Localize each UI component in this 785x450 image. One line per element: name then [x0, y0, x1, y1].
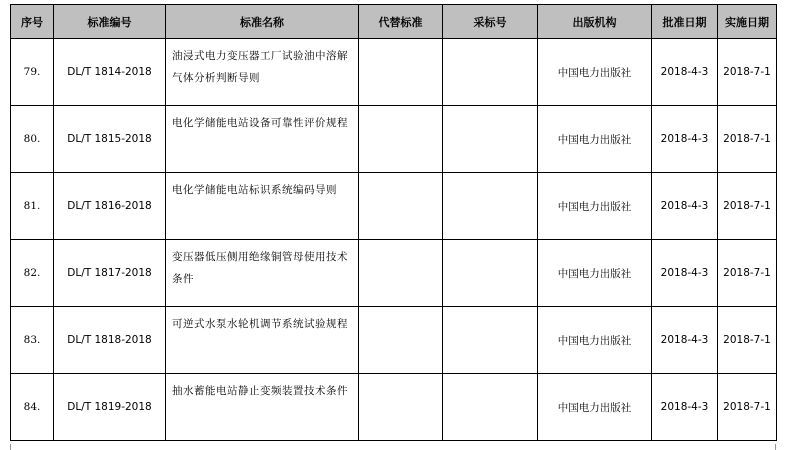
cell-approved: 2018-4-3	[652, 39, 718, 106]
header-approved: 批准日期	[652, 5, 718, 39]
cell-adopted	[443, 39, 538, 106]
header-replaces: 代替标准	[359, 5, 443, 39]
cell-effective: 2018-7-1	[718, 374, 777, 441]
cell-replaces	[359, 374, 443, 441]
page-edge-marks	[0, 444, 785, 450]
header-seq: 序号	[11, 5, 54, 39]
cell-code: DL/T 1814-2018	[54, 39, 166, 106]
cell-publisher: 中国电力出版社	[538, 307, 652, 374]
header-publisher: 出版机构	[538, 5, 652, 39]
cell-adopted	[443, 240, 538, 307]
cell-approved: 2018-4-3	[652, 374, 718, 441]
cell-replaces	[359, 307, 443, 374]
cell-name	[166, 374, 359, 441]
header-adopted: 采标号	[443, 5, 538, 39]
cell-name	[166, 307, 359, 374]
cell-approved: 2018-4-3	[652, 173, 718, 240]
edge-tick	[10, 444, 11, 450]
cell-adopted	[443, 106, 538, 173]
cell-seq: 83.	[11, 307, 54, 374]
edge-tick	[775, 444, 776, 450]
cell-effective: 2018-7-1	[718, 173, 777, 240]
cell-code: DL/T 1818-2018	[54, 307, 166, 374]
cell-name-text: 电化学储能电站标识系统编码导则	[172, 184, 337, 196]
cell-effective: 2018-7-1	[718, 106, 777, 173]
cell-replaces	[359, 173, 443, 240]
cell-seq: 79.	[11, 39, 54, 106]
cell-name-text: 油浸式电力变压器工厂试验油中溶解气体分析判断导则	[172, 50, 348, 84]
cell-code: DL/T 1816-2018	[54, 173, 166, 240]
cell-code: DL/T 1817-2018	[54, 240, 166, 307]
table-row	[11, 240, 777, 307]
cell-name-text: 电化学储能电站设备可靠性评价规程	[172, 117, 348, 129]
cell-publisher: 中国电力出版社	[538, 240, 652, 307]
cell-adopted	[443, 374, 538, 441]
cell-name	[166, 106, 359, 173]
cell-publisher: 中国电力出版社	[538, 106, 652, 173]
cell-adopted	[443, 173, 538, 240]
cell-name-text: 抽水蓄能电站静止变频装置技术条件	[172, 385, 348, 397]
cell-replaces	[359, 106, 443, 173]
cell-replaces	[359, 39, 443, 106]
cell-approved: 2018-4-3	[652, 307, 718, 374]
cell-code: DL/T 1819-2018	[54, 374, 166, 441]
header-row	[11, 5, 777, 39]
cell-effective: 2018-7-1	[718, 39, 777, 106]
table-row	[11, 307, 777, 374]
cell-name	[166, 240, 359, 307]
cell-publisher: 中国电力出版社	[538, 173, 652, 240]
cell-name	[166, 173, 359, 240]
table-row	[11, 39, 777, 106]
cell-seq: 80.	[11, 106, 54, 173]
header-effective: 实施日期	[718, 5, 777, 39]
standards-table	[10, 4, 777, 441]
cell-publisher: 中国电力出版社	[538, 39, 652, 106]
cell-seq: 84.	[11, 374, 54, 441]
header-name: 标准名称	[166, 5, 359, 39]
cell-publisher: 中国电力出版社	[538, 374, 652, 441]
table-row	[11, 106, 777, 173]
cell-approved: 2018-4-3	[652, 240, 718, 307]
table-row	[11, 374, 777, 441]
cell-code: DL/T 1815-2018	[54, 106, 166, 173]
cell-seq: 81.	[11, 173, 54, 240]
cell-effective: 2018-7-1	[718, 240, 777, 307]
cell-name-text: 变压器低压侧用绝缘铜管母使用技术条件	[172, 251, 348, 285]
cell-effective: 2018-7-1	[718, 307, 777, 374]
header-code: 标准编号	[54, 5, 166, 39]
table-row	[11, 173, 777, 240]
cell-replaces	[359, 240, 443, 307]
cell-approved: 2018-4-3	[652, 106, 718, 173]
cell-name	[166, 39, 359, 106]
cell-name-text: 可逆式水泵水轮机调节系统试验规程	[172, 318, 348, 330]
cell-adopted	[443, 307, 538, 374]
cell-seq: 82.	[11, 240, 54, 307]
